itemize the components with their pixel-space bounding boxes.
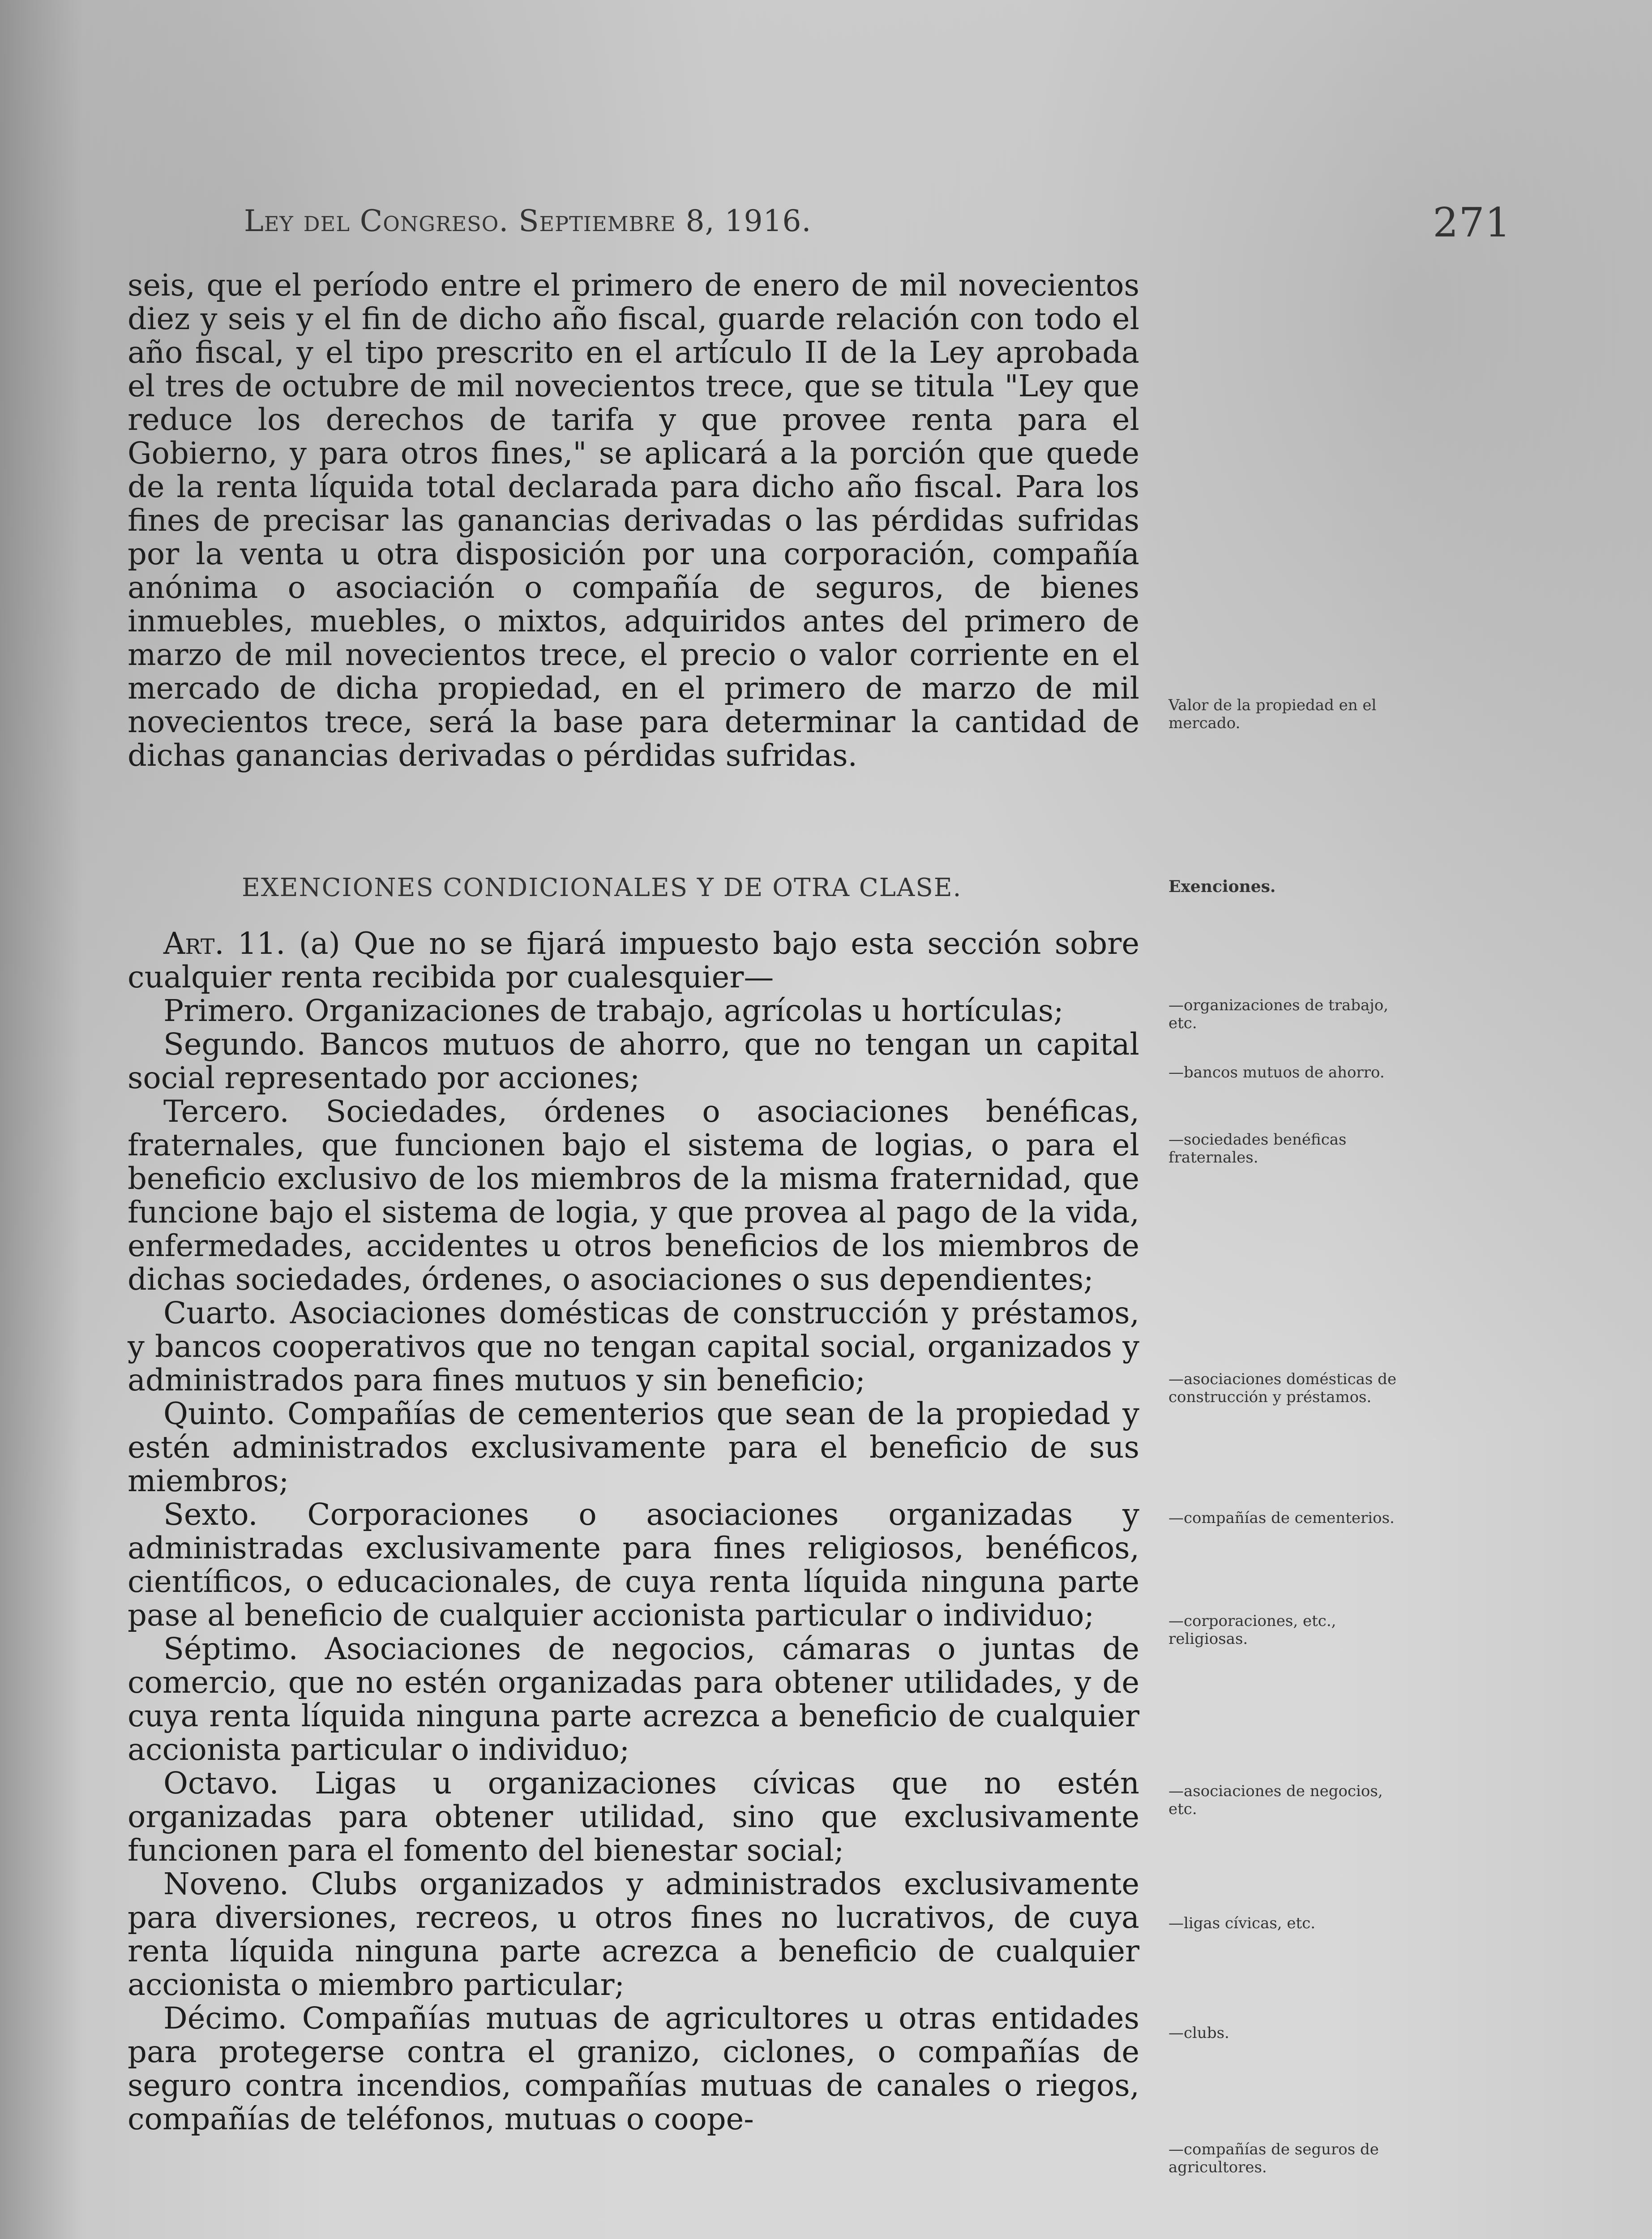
margin-note-religiosas: —corporaciones, etc., religiosas. (1168, 1612, 1336, 1648)
margin-note-ligas: —ligas cívicas, etc. (1168, 1914, 1316, 1932)
list-item: Octavo. Ligas u organizaciones cívicas que no estén organizadas para obtener utilidad, sino que exclusivamente funcionen para el fomento del bienestar social; (128, 1766, 1139, 1868)
list-item: Segundo. Bancos mutuos de ahorro, que no tengan un capital social representado por acciones; (128, 1027, 1139, 1095)
article-intro (128, 927, 1139, 994)
margin-note-bancos: —bancos mutuos de ahorro. (1168, 1064, 1385, 1081)
margin-note-exenciones: Exenciones. (1168, 877, 1276, 896)
margin-note-clubs: —clubs. (1168, 2024, 1229, 2042)
margin-note-cementerios: —compañías de cementerios. (1168, 1509, 1395, 1527)
article-11 (128, 927, 1139, 2136)
list-item: Noveno. Clubs organizados y administrados exclusivamente para diversiones, recreos, u otros fines no lucrativos, de cuya renta líquida ninguna parte acrezca a beneficio de cualquier accionista o miembro particular; (128, 1866, 1139, 2002)
margin-note-agricultores: —compañías de seguros de agricultores. (1168, 2140, 1379, 2176)
continuation-text: seis, que el período entre el primero de enero de mil novecientos diez y seis y el fin de dicho año fiscal, guarde relación con todo el año fiscal, y el tipo prescrito en el artículo II de la Ley aprobada el tres de octubre de mil novecientos trece, que se titula "Ley que reduce los derechos de tarifa y que provee renta para el Gobierno, y para otros fines," se aplicará a la porción que quede de la renta líquida total declarada para dicho año fiscal. Para los fines de precisar las ganancias derivadas o las pérdidas sufridas por la venta u otra disposición por una corporación, compañía anónima o asociación o compañía de seguros, de bienes inmuebles, muebles, o mixtos, adquiridos antes del primero de marzo de mil novecientos trece, el precio o valor corriente en el mercado de dicha propiedad, en el primero de marzo de mil novecientos trece, será la base para determinar la cantidad de dichas ganancias derivadas o pérdidas sufridas. (128, 268, 1139, 773)
list-item: Décimo. Compañías mutuas de agricultores u otras entidades para protegerse contra el granizo, ciclones, o compañías de seguro contra incendios, compañías mutuas de canales o riegos, compañías de teléfonos, mutuas o coope- (128, 2001, 1139, 2136)
page-number: 271 (1433, 199, 1511, 246)
list-item: Quinto. Compañías de cementerios que sean de la propiedad y estén administrados exclusivamente para el beneficio de sus miembros; (128, 1396, 1139, 1498)
margin-note-valor: Valor de la propiedad en el mercado. (1168, 696, 1377, 732)
continuation-paragraph (128, 269, 1139, 772)
list-item: Sexto. Corporaciones o asociaciones organizadas y administradas exclusivamente para fines religiosos, benéficos, científicos, o educacionales, de cuya renta líquida ninguna parte pase al beneficio de cualquier accionista particular o individuo; (128, 1497, 1139, 1633)
running-title: Ley del Congreso. Septiembre 8, 1916. (244, 204, 812, 238)
article-label: Art. 11. (163, 926, 286, 961)
section-heading: EXENCIONES CONDICIONALES Y DE OTRA CLASE. (242, 873, 962, 902)
list-item: Séptimo. Asociaciones de negocios, cámaras o juntas de comercio, que no estén organizadas para obtener utilidades, y de cuya renta líquida ninguna parte acrezca a beneficio de cualquier accionista particular o individuo; (128, 1631, 1139, 1767)
margin-note-sociedades: —sociedades benéficas fraternales. (1168, 1131, 1347, 1167)
article-intro-text: (a) Que no se fijará impuesto bajo esta sección sobre cualquier renta recibida por cualesquier— (128, 926, 1139, 995)
list-item: Cuarto. Asociaciones domésticas de construcción y préstamos, y bancos cooperativos que no tengan capital social, organizados y administrados para fines mutuos y sin beneficio; (128, 1295, 1139, 1398)
page-header (244, 199, 1511, 246)
margin-note-negocios: —asociaciones de negocios, etc. (1168, 1782, 1383, 1818)
margin-note-asociaciones-domesticas: —asociaciones domésticas de construcción y préstamos. (1168, 1370, 1397, 1406)
margin-note-organizaciones: —organizaciones de trabajo, etc. (1168, 996, 1389, 1032)
list-item: Tercero. Sociedades, órdenes o asociaciones benéficas, fraternales, que funcionen bajo el sistema de logias, o para el beneficio exclusivo de los miembros de la misma fraternidad, que funcione bajo el sistema de logia, y que provea al pago de la vida, enfermedades, accidentes u otros beneficios de los miembros de dichas sociedades, órdenes, o asociaciones o sus dependientes; (128, 1094, 1139, 1297)
list-item: Primero. Organizaciones de trabajo, agrícolas u hortículas; (163, 993, 1064, 1028)
